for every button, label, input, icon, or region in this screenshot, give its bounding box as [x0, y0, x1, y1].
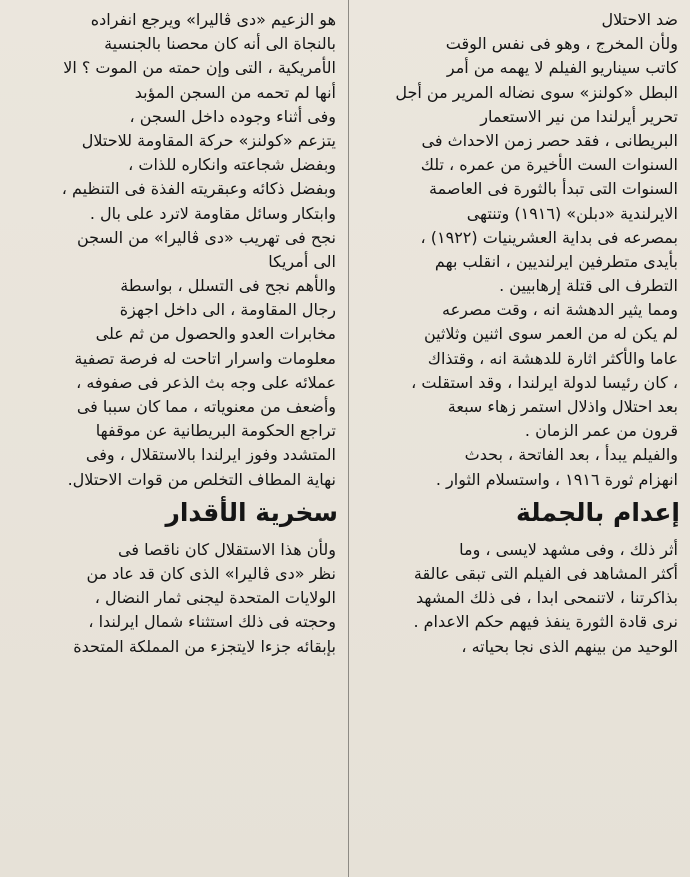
text-line: تراجع الحكومة البريطانية عن موقفها [95, 421, 336, 441]
text-line: أكثر المشاهد فى الفيلم التى تبقى عالقة [413, 563, 678, 583]
text-line: السنوات الست الأخيرة من عمره ، تلك [420, 155, 678, 175]
text-line: الى أمريكا [268, 251, 336, 271]
text-line: البريطانى ، فقد حصر زمن الاحداث فى [421, 130, 678, 150]
text-line: وبفضل شجاعته وانكاره للذات ، [128, 155, 336, 175]
text-line: ضد الاحتلال [601, 10, 678, 29]
text-line: وابتكار وسائل مقاومة لاترد على بال . [89, 203, 336, 223]
text-line: انهزام ثورة ١٩١٦ ، واستسلام الثوار . [435, 469, 678, 489]
text-line: ، كان رئيسا لدولة ايرلندا ، وقد استقلت ، [411, 372, 678, 392]
text-line: أثر ذلك ، وفى مشهد لايسى ، وما [459, 539, 678, 559]
text-line: ومما يثير الدهشة انه ، وقت مصرعه [441, 300, 678, 320]
text-line: الأمريكية ، التى وإن حمته من الموت ؟ الا [63, 58, 336, 78]
text-line: تحرير أيرلندا من نير الاستعمار [480, 106, 678, 126]
text-line: السنوات التى تبدأ بالثورة فى العاصمة [429, 179, 678, 199]
text-line: قرون من عمر الزمان . [524, 421, 678, 441]
text-line: يتزعم «كولنز» حركة المقاومة للاحتلال [81, 130, 336, 150]
text-line: البطل «كولنز» سوى نضاله المرير من أجل [395, 82, 678, 102]
text-line: بمصرعه فى بداية العشرينيات (١٩٢٢) ، [420, 227, 678, 247]
text-line: وفى أثناء وجوده داخل السجن ، [129, 106, 336, 126]
text-line: أنها لم تحمه من السجن المؤبد [134, 82, 336, 102]
text-line: معلومات واسرار اتاحت له فرصة تصفية [74, 348, 336, 368]
text-line: والأهم نجح فى التسلل ، بواسطة [120, 276, 336, 296]
text-line: نرى قادة الثورة ينفذ فيهم حكم الاعدام . [413, 612, 678, 632]
text-line: ولأن هذا الاستقلال كان ناقصا فى [118, 539, 336, 559]
text-line: نظر «دى ڤاليرا» الذى كان قد عاد من [86, 563, 336, 583]
section-heading: إعدام بالجملة [516, 497, 680, 527]
text-line: بالنجاة الى أنه كان محصنا بالجنسية [104, 34, 336, 54]
text-line: بعد احتلال واذلال استمر زهاء سبعة [447, 397, 678, 416]
text-line: كاتب سيناريو الفيلم لا يهمه من أمر [446, 58, 678, 78]
text-line: لم يكن له من العمر سوى اثنين وثلاثين [423, 324, 678, 344]
text-line: الايرلندية «دبلن» (١٩١٦) وتنتهى [466, 203, 678, 223]
text-line: وبفضل ذكائه وعبقريته الفذة فى التنظيم ، [61, 179, 336, 199]
text-line: عاما والأكثر اثارة للدهشة انه ، وقتذاك [427, 348, 678, 368]
text-line: عملائه على وجه بث الذعر فى صفوفه ، [76, 372, 336, 392]
text-line: المتشدد وفوز ايرلندا بالاستقلال ، وفى [85, 445, 336, 465]
text-line: بأيدى متطرفين ايرلنديين ، انقلب بهم [434, 251, 678, 271]
left-column [6, 8, 338, 870]
text-line: بإبقائه جزءا لايتجزء من المملكة المتحدة [73, 636, 336, 656]
text-line: نهاية المطاف التخلص من قوات الاحتلال. [67, 469, 336, 489]
text-line: مخابرات العدو والحصول من ثم على [95, 324, 336, 344]
section-heading: سخرية الأقدار [165, 497, 338, 527]
text-line: بذاكرتنا ، لاتنمحى ابدا ، فى ذلك المشهد [416, 588, 678, 608]
text-line: الوحيد من بينهم الذى نجا بحياته ، [461, 636, 678, 656]
right-column [348, 8, 680, 870]
text-line: والفيلم يبدأ ، بعد الفاتحة ، بحدث [464, 445, 678, 465]
text-line: وأضعف من معنوياته ، مما كان سببا فى [76, 397, 336, 416]
text-line: التطرف الى قتلة إرهابيين . [499, 276, 678, 296]
text-line: نجح فى تهريب «دى ڤاليرا» من السجن [76, 227, 336, 247]
text-line: وحجته فى ذلك استثناء شمال ايرلندا ، [88, 612, 336, 632]
text-line: رجال المقاومة ، الى داخل اجهزة [119, 300, 336, 320]
text-line: هو الزعيم «دى ڤاليرا» ويرجع انفراده [90, 10, 336, 29]
text-line: ولأن المخرج ، وهو فى نفس الوقت [445, 34, 678, 54]
text-line: الولايات المتحدة ليجنى ثمار النضال ، [94, 588, 336, 608]
